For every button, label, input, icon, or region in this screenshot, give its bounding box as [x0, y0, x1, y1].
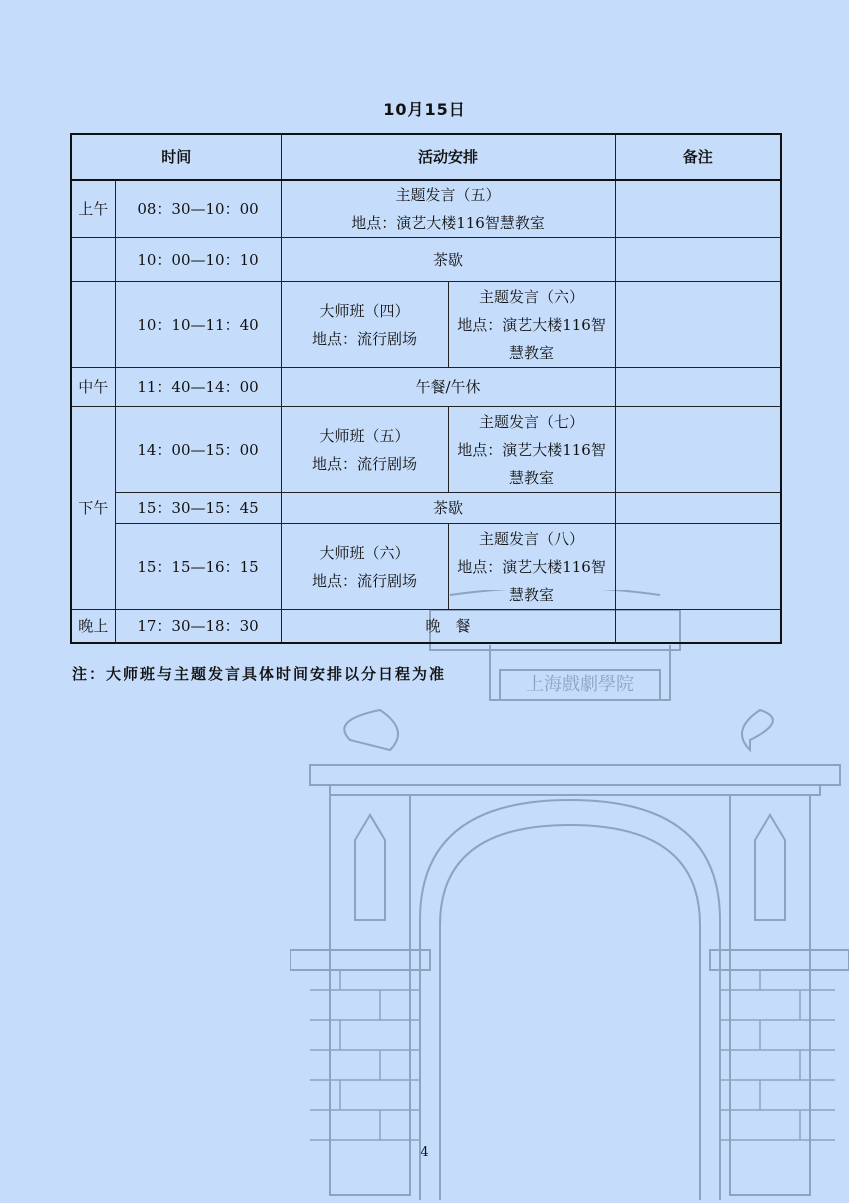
activity-line: 大师班（五）: [319, 426, 410, 445]
activity-line: 慧教室: [509, 468, 555, 487]
period-evening: 晚上: [71, 610, 115, 643]
keynote-cell: [448, 407, 615, 493]
activity-line: 大师班（六）: [319, 543, 410, 562]
watermark-text: 上海戲劇學院: [526, 674, 634, 695]
time-cell: 15：15—16：15: [115, 524, 281, 610]
time-cell: 15：30—15：45: [115, 493, 281, 524]
activity-cell: 茶歇: [281, 238, 615, 282]
activity-line: 主题发言（六）: [479, 287, 585, 306]
remarks-cell: [615, 493, 781, 524]
activity-line: 地点：流行剧场: [312, 329, 418, 348]
time-cell: 17：30—18：30: [115, 610, 281, 643]
masterclass-cell: [281, 524, 448, 610]
activity-line: 主题发言（八）: [479, 529, 585, 548]
period-noon: 中午: [71, 368, 115, 407]
masterclass-cell: [281, 407, 448, 493]
masterclass-cell: [281, 282, 448, 368]
keynote-cell: [448, 524, 615, 610]
schedule-table: [70, 133, 782, 644]
period-empty: [71, 282, 115, 368]
activity-line: 大师班（四）: [319, 301, 410, 320]
remarks-cell: [615, 610, 781, 643]
header-time: 时间: [71, 134, 281, 180]
activity-cell: 晚 餐: [281, 610, 615, 643]
activity-line: 慧教室: [509, 585, 555, 604]
activity-cell: [281, 180, 615, 238]
activity-line: 主题发言（七）: [479, 412, 585, 431]
activity-line: 地点：演艺大楼116智: [457, 315, 606, 334]
time-cell: 14：00—15：00: [115, 407, 281, 493]
header-activity: 活动安排: [281, 134, 615, 180]
time-cell: 08：30—10：00: [115, 180, 281, 238]
header-remarks: 备注: [615, 134, 781, 180]
activity-cell: 茶歇: [281, 493, 615, 524]
activity-line: 地点：演艺大楼116智: [457, 557, 606, 576]
period-empty: [71, 238, 115, 282]
remarks-cell: [615, 282, 781, 368]
remarks-cell: [615, 180, 781, 238]
keynote-cell: [448, 282, 615, 368]
page-title: 10月15日: [383, 100, 466, 119]
activity-cell: 午餐/午休: [281, 368, 615, 407]
period-afternoon: 下午: [71, 407, 115, 610]
remarks-cell: [615, 368, 781, 407]
activity-line: 地点：流行剧场: [312, 571, 418, 590]
time-cell: 10：00—10：10: [115, 238, 281, 282]
activity-line: 地点：演艺大楼116智: [457, 440, 606, 459]
footnote: 注：大师班与主题发言具体时间安排以分日程为准: [72, 665, 447, 683]
period-morning: 上午: [71, 180, 115, 238]
activity-line: 地点：流行剧场: [312, 454, 418, 473]
activity-line: 主题发言（五）: [395, 186, 501, 204]
remarks-cell: [615, 524, 781, 610]
remarks-cell: [615, 238, 781, 282]
time-cell: 10：10—11：40: [115, 282, 281, 368]
activity-line: 慧教室: [509, 343, 555, 362]
page-number: 4: [420, 1145, 429, 1160]
activity-line: 地点：演艺大楼116智慧教室: [351, 214, 545, 232]
remarks-cell: [615, 407, 781, 493]
time-cell: 11：40—14：00: [115, 368, 281, 407]
